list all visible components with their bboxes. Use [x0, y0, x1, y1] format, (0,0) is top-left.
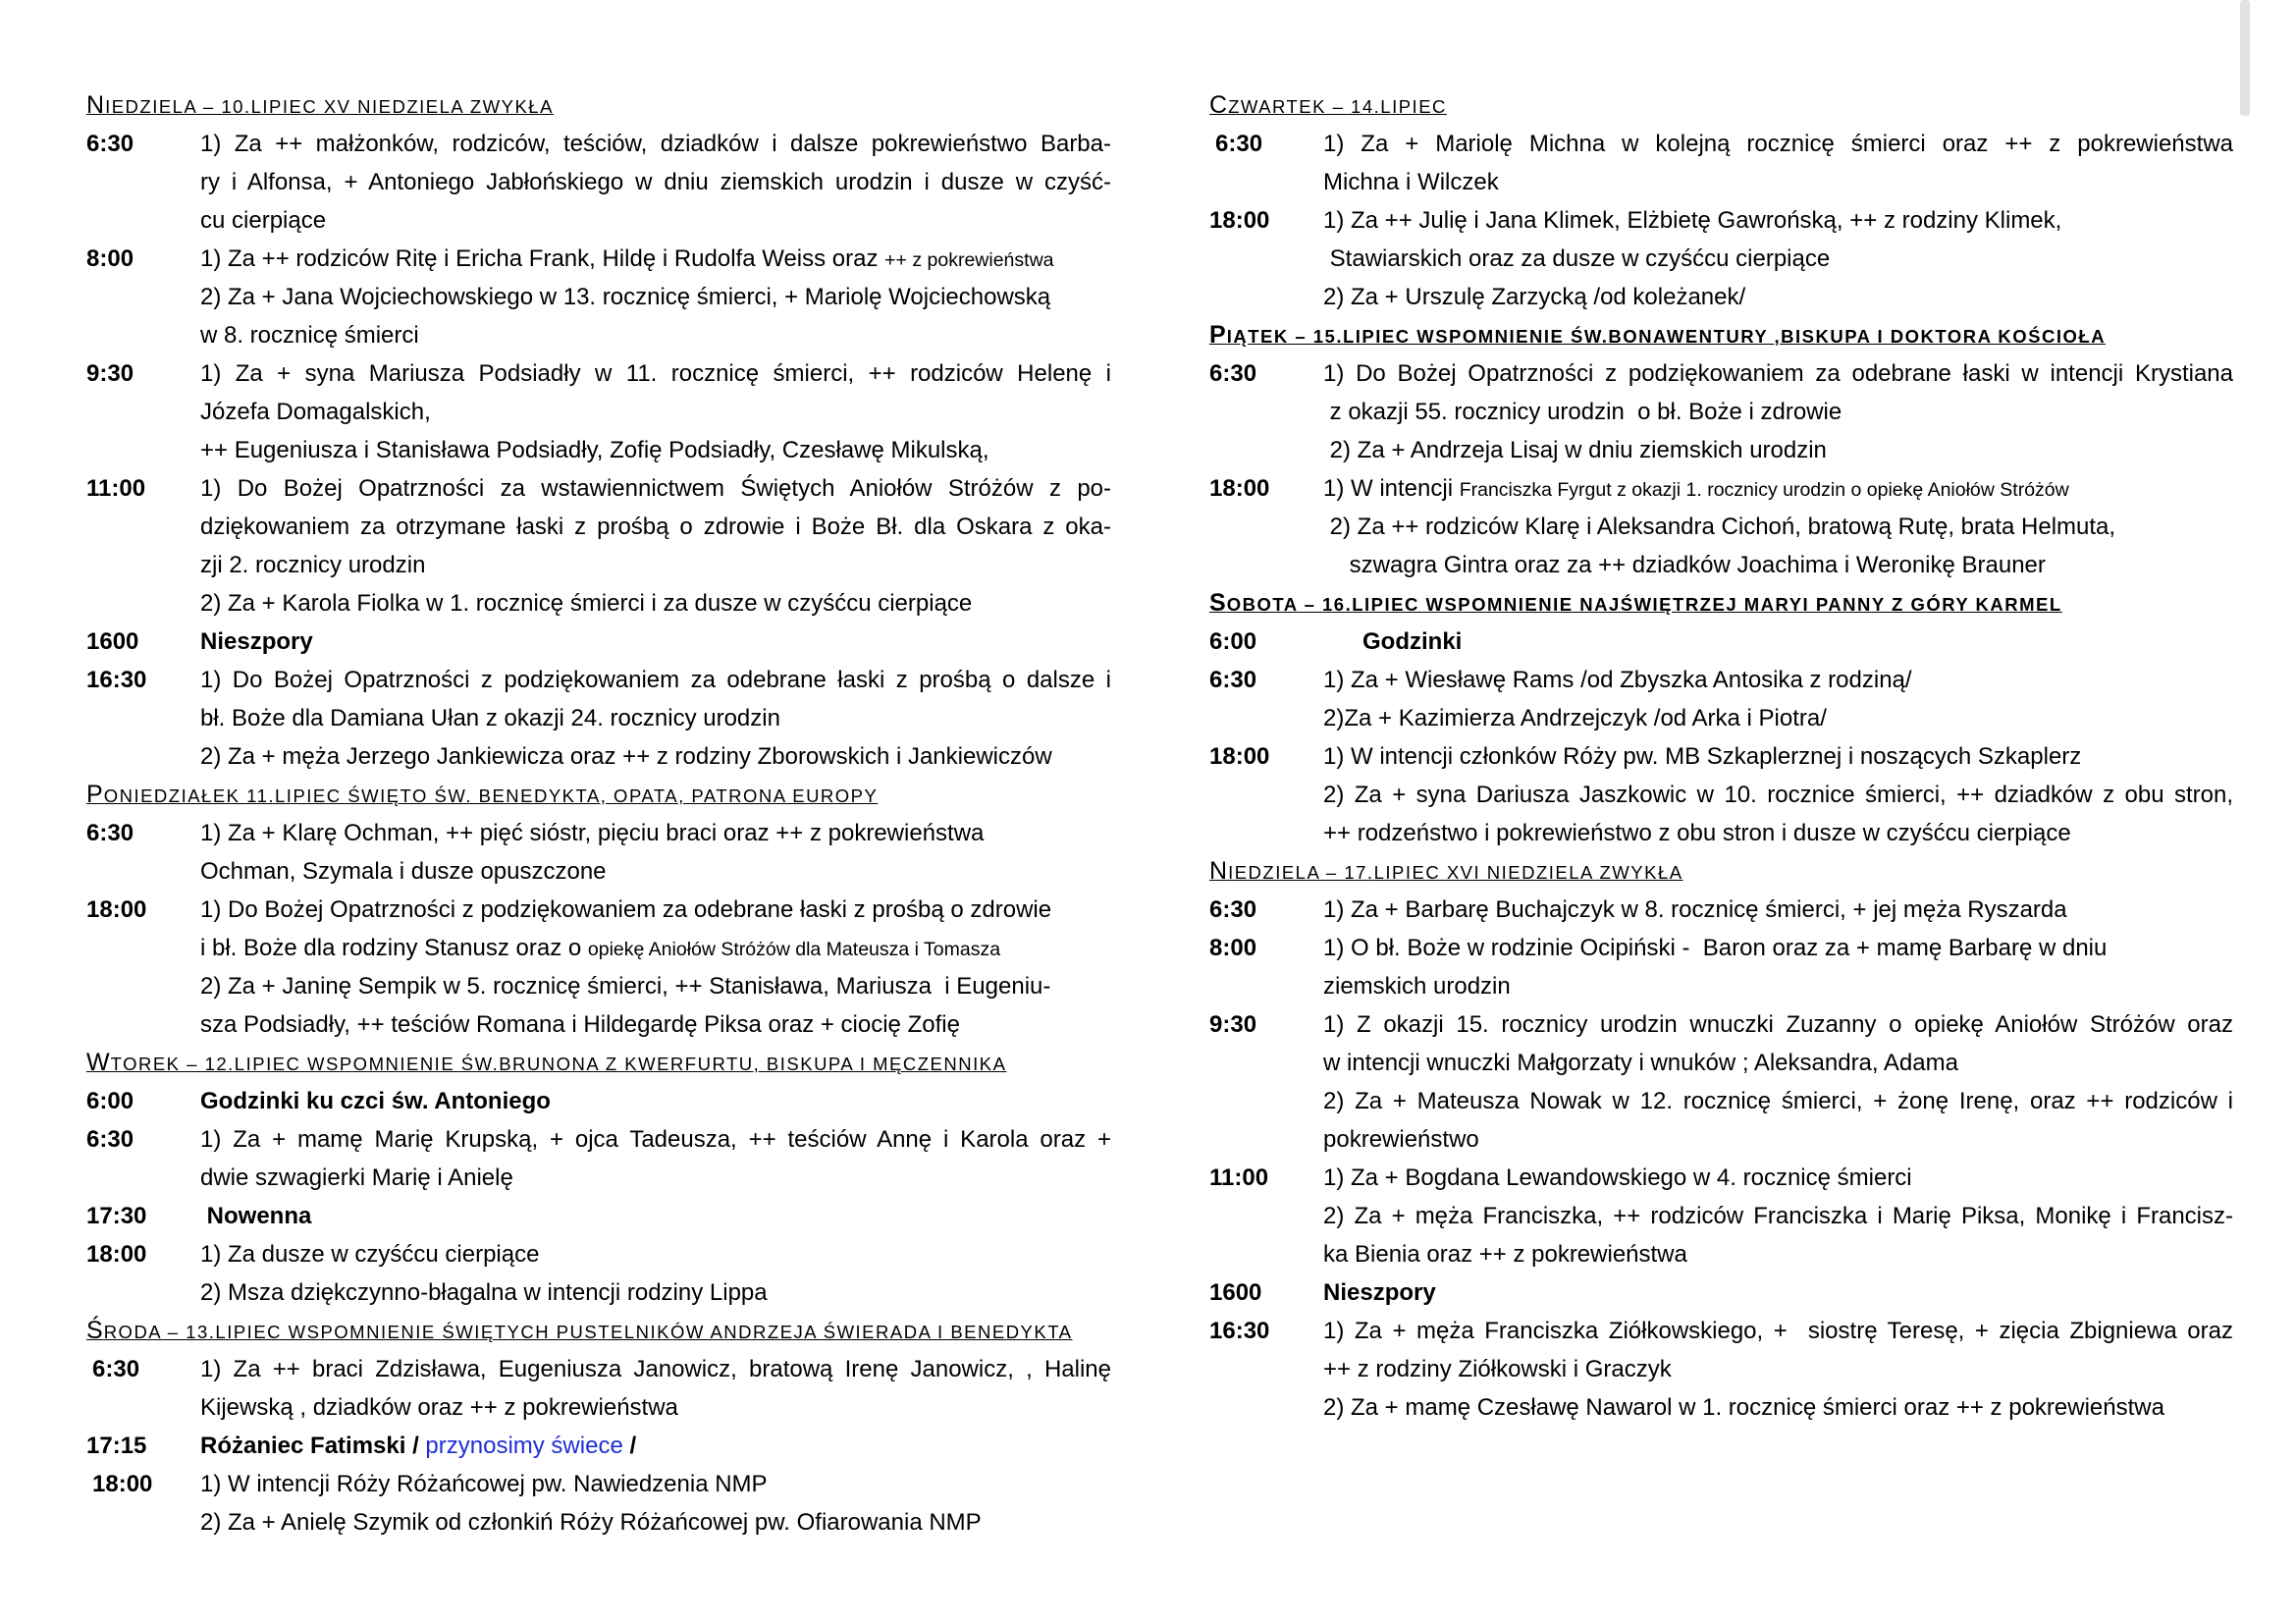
intention-line — [1323, 469, 2233, 508]
day-header — [1209, 852, 2233, 891]
day-header-feast: LIPIEC WSPOMNIENIE ŚW.BONAWENTURY ,BISKUPA I DOKTORA KOŚCIOŁA — [1342, 326, 2107, 347]
day-header-feast: LIPIEC XVI NIEDZIELA ZWYKŁA — [1373, 862, 1683, 883]
service-name: Nowenna — [200, 1203, 312, 1229]
day-header-name: IĄTEK – 15. — [1226, 326, 1343, 347]
intention-line: Stawiarskich oraz za dusze w czyśćcu cierpiące — [1323, 245, 1831, 272]
mass-intentions — [200, 661, 1111, 776]
mass-entry — [86, 125, 1111, 240]
mass-intentions — [1323, 125, 2233, 201]
mass-intentions — [1323, 891, 2233, 929]
mass-intentions — [200, 1427, 1111, 1465]
day-header-initial: C — [1209, 91, 1229, 119]
mass-time: 18:00 — [1209, 743, 1270, 770]
mass-time: 16:30 — [86, 667, 147, 693]
intention-line: zji 2. rocznicy urodzin — [200, 552, 426, 578]
mass-time: 6:30 — [86, 820, 134, 846]
intention-line: dziękowaniem za otrzymane łaski z prośbą o zdrowie i Boże Bł. dla Oskara z oka- — [200, 514, 1111, 540]
mass-time: 17:30 — [86, 1203, 147, 1229]
mass-entry — [86, 354, 1111, 469]
mass-intentions — [200, 469, 1111, 623]
intention-line: 2)Za + Kazimierza Andrzejczyk /od Arka i Piotra/ — [1323, 705, 1827, 731]
mass-time: 6:30 — [1209, 667, 1257, 693]
mass-time: 6:30 — [1209, 360, 1257, 387]
day-header-name: OBOTA – 16. — [1226, 594, 1353, 615]
intention-line: w intencji wnuczki Małgorzaty i wnuków ; Aleksandra, Adama — [1323, 1050, 1958, 1076]
intention-line: w 8. rocznicę śmierci — [200, 322, 419, 349]
mass-intentions — [200, 1465, 1111, 1542]
mass-time: 9:30 — [86, 360, 134, 387]
day-header — [1209, 316, 2233, 354]
intention-line: ++ z rodziny Ziółkowski i Graczyk — [1323, 1356, 1672, 1382]
intention-line: 2) Za + Karola Fiolka w 1. rocznicę śmierci i za dusze w czyśćcu cierpiące — [200, 590, 973, 617]
intention-line — [200, 929, 1111, 967]
right-column — [1209, 86, 2233, 1427]
mass-intentions — [200, 1197, 1111, 1235]
mass-intentions — [1323, 623, 2233, 661]
mass-time: 16:30 — [1209, 1318, 1270, 1344]
mass-time: 11:00 — [1209, 1164, 1269, 1191]
mass-entry — [1209, 929, 2233, 1005]
mass-entry — [1209, 125, 2233, 201]
intention-text: i bł. Boże dla rodziny Stanusz oraz o — [200, 935, 588, 961]
day-header-feast: LIPIEC WSPOMNIENIE NAJŚWIĘTRZEJ MARYI PANNY Z GÓRY KARMEL — [1352, 594, 2062, 615]
mass-entry — [1209, 1005, 2233, 1159]
mass-intentions — [1323, 1273, 2233, 1312]
intention-line: 1) Za dusze w czyśćcu cierpiące — [200, 1241, 540, 1268]
mass-intentions — [1323, 1312, 2233, 1427]
day-header-feast: LIPIEC — [1380, 96, 1447, 117]
mass-entry — [86, 1197, 1111, 1235]
intention-line: 2) Za + Janinę Sempik w 5. rocznicę śmierci, ++ Stanisława, Mariusza i Eugeniu- — [200, 973, 1051, 1000]
intention-line: 1) Za + Wiesławę Rams /od Zbyszka Antosika z rodziną/ — [1323, 667, 1912, 693]
mass-intentions — [200, 1350, 1111, 1427]
mass-entry — [1209, 469, 2233, 584]
intention-line: sza Podsiadły, ++ teściów Romana i Hildegardę Piksa oraz + ciocię Zofię — [200, 1011, 960, 1038]
day-header-name: IEDZIELA – 10. — [105, 96, 251, 117]
day-header-initial: P — [86, 781, 104, 808]
day-header-name: ZWARTEK – 14. — [1228, 96, 1381, 117]
intention-line: Józefa Domagalskich, — [200, 399, 431, 425]
intention-line: 1) O bł. Boże w rodzinie Ocipiński - Baron oraz za + mamę Barbarę w dniu — [1323, 935, 2108, 961]
mass-intentions — [1323, 201, 2233, 316]
mass-intentions — [200, 354, 1111, 469]
day-header-name: RODA – 13. — [103, 1322, 216, 1342]
left-column — [86, 86, 1111, 1542]
mass-intentions — [1323, 469, 2233, 584]
mass-time: 6:30 — [92, 1356, 140, 1382]
intention-line: 1) Do Bożej Opatrzności z podziękowaniem za odebrane łaski w intencji Krystiana — [1323, 360, 2233, 387]
mass-time: 1600 — [86, 628, 139, 655]
mass-entry — [86, 469, 1111, 623]
intention-line: 1) Za + Klarę Ochman, ++ pięć sióstr, pięciu braci oraz ++ z pokrewieństwa — [200, 820, 985, 846]
page-scrollbar[interactable] — [2240, 0, 2250, 116]
day-header-name: ONIEDZIAŁEK 11. — [103, 785, 276, 806]
mass-entry — [86, 814, 1111, 891]
mass-entry — [1209, 354, 2233, 469]
mass-intentions — [1323, 1159, 2233, 1273]
mass-time: 9:30 — [1209, 1011, 1257, 1038]
intention-line: ++ Eugeniusza i Stanisława Podsiadły, Zofię Podsiadły, Czesławę Mikulską, — [200, 437, 989, 463]
day-header-initial: W — [86, 1049, 111, 1076]
intention-line: 1) Z okazji 15. rocznicy urodzin wnuczki Zuzanny o opiekę Aniołów Stróżów oraz — [1323, 1011, 2233, 1038]
intention-line: bł. Boże dla Damiana Ułan z okazji 24. rocznicy urodzin — [200, 705, 780, 731]
mass-entry — [1209, 623, 2233, 661]
mass-time: 6:00 — [86, 1088, 134, 1114]
intention-text: 1) Za ++ rodziców Ritę i Ericha Frank, Hildę i Rudolfa Weiss oraz — [200, 245, 885, 272]
mass-entry — [86, 661, 1111, 776]
mass-time: 8:00 — [86, 245, 134, 272]
service-name: Nieszpory — [200, 628, 313, 655]
mass-intentions — [1323, 354, 2233, 469]
intention-line: 2) Za ++ rodziców Klarę i Aleksandra Cichoń, bratową Rutę, brata Helmuta, — [1323, 514, 2116, 540]
mass-time: 6:30 — [1215, 131, 1263, 157]
intention-line: 2) Za + Mateusza Nowak w 12. rocznicę śmierci, + żonę Irenę, oraz ++ rodziców i — [1323, 1088, 2233, 1114]
day-header-feast: LIPIEC WSPOMNIENIE ŚWIĘTYCH PUSTELNIKÓW ANDRZEJA ŚWIERADA I BENEDYKTA — [215, 1322, 1073, 1342]
intention-line: 2) Msza dziękczynno-błagalna w intencji rodziny Lippa — [200, 1279, 768, 1306]
intention-line: 2) Za + Andrzeja Lisaj w dniu ziemskich urodzin — [1323, 437, 1827, 463]
intention-line: 2) Za + syna Dariusza Jaszkowic w 10. rocznice śmierci, ++ dziadków z obu stron, — [1323, 782, 2233, 808]
intention-line: Michna i Wilczek — [1323, 169, 1499, 195]
intention-line: ++ rodzeństwo i pokrewieństwo z obu stron i dusze w czyśćcu cierpiące — [1323, 820, 2071, 846]
day-header — [1209, 584, 2233, 623]
mass-time: 6:30 — [86, 131, 134, 157]
mass-intentions — [1323, 1005, 2233, 1159]
mass-intentions — [200, 240, 1111, 354]
intention-line: 1) Do Bożej Opatrzności za wstawiennictwem Świętych Aniołów Stróżów z po- — [200, 475, 1111, 502]
mass-entry — [86, 623, 1111, 661]
mass-entry — [86, 240, 1111, 354]
intention-line: 1) W intencji członków Róży pw. MB Szkaplerznej i noszących Szkaplerz — [1323, 743, 2082, 770]
rosary-note: przynosimy świece — [425, 1433, 623, 1459]
day-header-feast: LIPIEC XV NIEDZIELA ZWYKŁA — [250, 96, 554, 117]
mass-entry — [1209, 661, 2233, 737]
rosary-label: Różaniec Fatimski / — [200, 1433, 426, 1459]
service-name: Godzinki ku czci św. Antoniego — [200, 1088, 551, 1114]
mass-entry — [86, 891, 1111, 1044]
mass-intentions — [200, 623, 1111, 661]
day-header-initial: Ś — [86, 1317, 104, 1344]
mass-entry — [1209, 737, 2233, 852]
intention-line: 1) Za ++ braci Zdzisława, Eugeniusza Janowicz, bratową Irenę Janowicz, , Halinę — [200, 1356, 1111, 1382]
intention-small-text: Franciszka Fyrgut z okazji 1. rocznicy urodzin o opiekę Aniołów Stróżów — [1459, 479, 2069, 501]
mass-time: 18:00 — [1209, 207, 1270, 234]
mass-entry — [1209, 1312, 2233, 1427]
intention-line: Kijewską , dziadków oraz ++ z pokrewieństwa — [200, 1394, 678, 1421]
intention-small-text: ++ z pokrewieństwa — [884, 249, 1054, 271]
day-header-initial: N — [1209, 857, 1229, 885]
day-header-feast: LIPIEC ŚWIĘTO ŚW. BENEDYKTA, OPATA, PATRONA EUROPY — [275, 785, 879, 806]
intention-line: 1) Za + męża Franciszka Ziółkowskiego, + siostrę Teresę, + zięcia Zbigniewa oraz — [1323, 1318, 2233, 1344]
intention-line: 2) Za + Urszulę Zarzycką /od koleżanek/ — [1323, 284, 1746, 310]
intention-line: 2) Za + męża Franciszka, ++ rodziców Franciszka i Marię Piksa, Monikę i Francisz- — [1323, 1203, 2233, 1229]
mass-intentions — [200, 1120, 1111, 1197]
mass-time: 6:30 — [1209, 896, 1257, 923]
mass-time: 17:15 — [86, 1433, 147, 1459]
intention-line: 1) Za + Barbarę Buchajczyk w 8. rocznicę śmierci, + jej męża Ryszarda — [1323, 896, 2067, 923]
intention-line: ka Bienia oraz ++ z pokrewieństwa — [1323, 1241, 1687, 1268]
mass-entry — [1209, 1159, 2233, 1273]
intention-line: 1) Za + Bogdana Lewandowskiego w 4. rocznicę śmierci — [1323, 1164, 1912, 1191]
intention-line: 1) Za ++ Julię i Jana Klimek, Elżbietę Gawrońską, ++ z rodziny Klimek, — [1323, 207, 2062, 234]
mass-time: 6:30 — [86, 1126, 134, 1153]
day-header-feast: LIPIEC WSPOMNIENIE ŚW.BRUNONA Z KWERFURTU, BISKUPA I MĘCZENNIKA — [234, 1054, 1007, 1074]
day-header-initial: N — [86, 91, 106, 119]
mass-intentions — [200, 1235, 1111, 1312]
mass-entry — [1209, 891, 2233, 929]
intention-line: 2) Za + mamę Czesławę Nawarol w 1. rocznicę śmierci oraz ++ z pokrewieństwa — [1323, 1394, 2164, 1421]
intention-line: 1) Za + mamę Marię Krupską, + ojca Tadeusza, ++ teściów Annę i Karola oraz + — [200, 1126, 1111, 1153]
intention-line: 2) Za + męża Jerzego Jankiewicza oraz ++ z rodziny Zborowskich i Jankiewiczów — [200, 743, 1052, 770]
mass-time: 18:00 — [1209, 475, 1270, 502]
mass-entry — [86, 1082, 1111, 1120]
day-header-initial: S — [1209, 589, 1227, 617]
intention-line: 1) Za + syna Mariusza Podsiadły w 11. rocznicę śmierci, ++ rodziców Helenę i — [200, 360, 1111, 387]
intention-line: 1) Za + Mariolę Michna w kolejną rocznicę śmierci oraz ++ z pokrewieństwa — [1323, 131, 2233, 157]
day-header — [86, 776, 1111, 814]
intention-text: 1) W intencji — [1323, 475, 1460, 502]
intention-line: z okazji 55. rocznicy urodzin o bł. Boże i zdrowie — [1323, 399, 1842, 425]
intention-line: Ochman, Szymala i dusze opuszczone — [200, 858, 607, 885]
day-header-name: IEDZIELA – 17. — [1228, 862, 1374, 883]
day-header-initial: P — [1209, 321, 1227, 349]
mass-intentions — [1323, 661, 2233, 737]
mass-time: 11:00 — [86, 475, 146, 502]
intention-line: 1) Za ++ małżonków, rodziców, teściów, dziadków i dalsze pokrewieństwo Barba- — [200, 131, 1111, 157]
day-header — [86, 1044, 1111, 1082]
mass-time: 6:00 — [1209, 628, 1257, 655]
mass-entry — [1209, 1273, 2233, 1312]
mass-intentions — [200, 891, 1111, 1044]
mass-entry — [86, 1465, 1111, 1542]
intention-small-text: opiekę Aniołów Stróżów dla Mateusza i Tomasza — [587, 939, 1001, 960]
intention-line: ziemskich urodzin — [1323, 973, 1511, 1000]
mass-entry — [86, 1120, 1111, 1197]
intention-line: dwie szwagierki Marię i Anielę — [200, 1164, 513, 1191]
day-header-name: TOREK – 12. — [110, 1054, 235, 1074]
intention-line — [200, 240, 1111, 278]
mass-time: 18:00 — [86, 896, 147, 923]
intention-line: 1) Do Bożej Opatrzności z podziękowaniem za odebrane łaski z prośbą o zdrowie — [200, 896, 1052, 923]
intention-line: szwagra Gintra oraz za ++ dziadków Joachima i Weronikę Brauner — [1323, 552, 2046, 578]
service-name: Nieszpory — [1323, 1279, 1436, 1306]
intention-line: 2) Za + Anielę Szymik od członkiń Róży Różańcowej pw. Ofiarowania NMP — [200, 1509, 982, 1536]
intention-line: 1) W intencji Róży Różańcowej pw. Nawiedzenia NMP — [200, 1471, 768, 1497]
mass-entry — [86, 1235, 1111, 1312]
intention-line: 1) Do Bożej Opatrzności z podziękowaniem za odebrane łaski z prośbą o dalsze i — [200, 667, 1111, 693]
mass-entry — [1209, 201, 2233, 316]
mass-time: 18:00 — [92, 1471, 153, 1497]
service-name — [200, 1427, 1111, 1465]
service-name: Godzinki — [1362, 628, 1463, 655]
intention-line: pokrewieństwo — [1323, 1126, 1479, 1153]
rosary-end: / — [622, 1433, 637, 1459]
day-header — [86, 86, 1111, 125]
mass-intentions — [200, 125, 1111, 240]
mass-entry — [86, 1350, 1111, 1427]
mass-time: 8:00 — [1209, 935, 1257, 961]
day-header — [86, 1312, 1111, 1350]
mass-intentions — [200, 814, 1111, 891]
mass-intentions — [1323, 737, 2233, 852]
mass-intentions — [200, 1082, 1111, 1120]
intention-line: ry i Alfonsa, + Antoniego Jabłońskiego w dniu ziemskich urodzin i dusze w czyść- — [200, 169, 1111, 195]
intention-line: cu cierpiące — [200, 207, 327, 234]
mass-time: 18:00 — [86, 1241, 147, 1268]
day-header — [1209, 86, 2233, 125]
intention-line: 2) Za + Jana Wojciechowskiego w 13. rocznicę śmierci, + Mariolę Wojciechowską — [200, 284, 1051, 310]
mass-intentions — [1323, 929, 2233, 1005]
mass-time: 1600 — [1209, 1279, 1262, 1306]
mass-entry — [86, 1427, 1111, 1465]
